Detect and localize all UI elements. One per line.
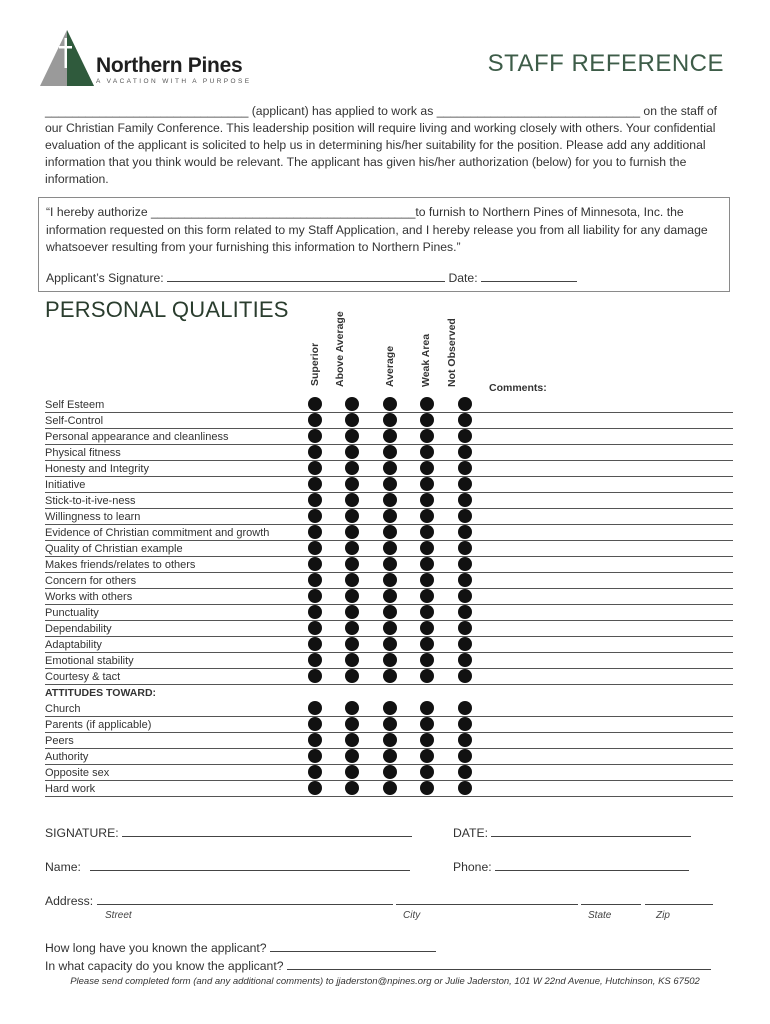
- rating-option-4[interactable]: [458, 573, 472, 587]
- rating-option-0[interactable]: [308, 573, 322, 587]
- quality-item-row: [45, 637, 733, 653]
- quality-item-row: [45, 509, 733, 525]
- applicant-signature-field[interactable]: [167, 270, 445, 282]
- quality-item-row: [45, 461, 733, 477]
- rating-option-2[interactable]: [383, 493, 397, 507]
- rating-option-4[interactable]: [458, 765, 472, 779]
- rating-option-3[interactable]: [420, 397, 434, 411]
- rating-option-0[interactable]: [308, 445, 322, 459]
- street-field[interactable]: [97, 893, 393, 905]
- rating-option-0[interactable]: [308, 525, 322, 539]
- rating-option-1[interactable]: [345, 717, 359, 731]
- rating-option-3[interactable]: [420, 589, 434, 603]
- state-field[interactable]: [581, 893, 641, 905]
- submission-note: Please send completed form (and any additional comments) to jjaderston@npines.org or Julie Jaderston, 101 W 22nd Avenue, Hutchinson, KS 67502: [70, 976, 700, 987]
- northern-pines-logo: [38, 28, 258, 90]
- rating-option-2[interactable]: [383, 589, 397, 603]
- city-field[interactable]: [396, 893, 578, 905]
- rating-option-4[interactable]: [458, 621, 472, 635]
- rating-option-0[interactable]: [308, 429, 322, 443]
- known-duration-line: How long have you known the applicant?: [45, 940, 436, 955]
- rating-option-3[interactable]: [420, 541, 434, 555]
- rating-option-3[interactable]: [420, 765, 434, 779]
- quality-item-label: Concern for others: [45, 575, 137, 587]
- attitude-item-row: [45, 733, 733, 749]
- attitude-item-row: [45, 765, 733, 781]
- rating-option-1[interactable]: [345, 781, 359, 795]
- reference-date-field[interactable]: [491, 825, 691, 837]
- brand-tagline: A VACATION WITH A PURPOSE: [96, 78, 252, 85]
- rating-option-3[interactable]: [420, 413, 434, 427]
- rating-option-1[interactable]: [345, 509, 359, 523]
- rating-option-4[interactable]: [458, 461, 472, 475]
- state-label: State: [588, 910, 612, 921]
- rating-option-2[interactable]: [383, 557, 397, 571]
- rating-option-4[interactable]: [458, 605, 472, 619]
- rating-option-0[interactable]: [308, 461, 322, 475]
- column-superior: Superior: [309, 342, 321, 386]
- zip-field[interactable]: [645, 893, 713, 905]
- rating-option-3[interactable]: [420, 461, 434, 475]
- rating-option-1[interactable]: [345, 637, 359, 651]
- rating-option-0[interactable]: [308, 637, 322, 651]
- rating-option-0[interactable]: [308, 621, 322, 635]
- rating-option-3[interactable]: [420, 573, 434, 587]
- name-field[interactable]: [90, 859, 410, 871]
- rating-option-4[interactable]: [458, 733, 472, 747]
- rating-option-4[interactable]: [458, 653, 472, 667]
- name-line: Name:: [45, 859, 410, 874]
- rating-option-4[interactable]: [458, 445, 472, 459]
- quality-item-row: [45, 605, 733, 621]
- reference-signature-line: SIGNATURE:: [45, 825, 412, 840]
- rating-option-2[interactable]: [383, 413, 397, 427]
- rating-option-2[interactable]: [383, 637, 397, 651]
- rating-option-0[interactable]: [308, 589, 322, 603]
- rating-option-3[interactable]: [420, 669, 434, 683]
- authorize-name-blank[interactable]: _______________________________________: [151, 205, 416, 219]
- rating-option-1[interactable]: [345, 749, 359, 763]
- rating-option-0[interactable]: [308, 749, 322, 763]
- rating-option-0[interactable]: [308, 765, 322, 779]
- attitude-item-label: Authority: [45, 751, 89, 763]
- rating-option-4[interactable]: [458, 429, 472, 443]
- quality-item-row: [45, 477, 733, 493]
- rating-option-2[interactable]: [383, 605, 397, 619]
- capacity-line: In what capacity do you know the applicant?: [45, 958, 711, 973]
- rating-option-0[interactable]: [308, 493, 322, 507]
- quality-item-row: [45, 557, 733, 573]
- rating-option-1[interactable]: [345, 429, 359, 443]
- rating-option-1[interactable]: [345, 765, 359, 779]
- applicant-name-blank[interactable]: ______________________________: [45, 104, 249, 118]
- quality-item-label: Adaptability: [45, 639, 102, 651]
- attitude-item-label: Opposite sex: [45, 767, 110, 779]
- phone-field[interactable]: [495, 859, 689, 871]
- rating-option-0[interactable]: [308, 397, 322, 411]
- rating-option-2[interactable]: [383, 541, 397, 555]
- quality-item-label: Dependability: [45, 623, 112, 635]
- rating-option-3[interactable]: [420, 509, 434, 523]
- rating-option-0[interactable]: [308, 605, 322, 619]
- rating-option-4[interactable]: [458, 397, 472, 411]
- attitude-item-label: Hard work: [45, 783, 96, 795]
- rating-option-2[interactable]: [383, 477, 397, 491]
- quality-item-row: [45, 397, 733, 413]
- city-label: City: [403, 910, 421, 921]
- rating-option-1[interactable]: [345, 589, 359, 603]
- rating-option-4[interactable]: [458, 717, 472, 731]
- rating-option-4[interactable]: [458, 541, 472, 555]
- rating-option-3[interactable]: [420, 445, 434, 459]
- rating-option-2[interactable]: [383, 573, 397, 587]
- rating-option-1[interactable]: [345, 653, 359, 667]
- quality-item-label: Evidence of Christian commitment and growth: [45, 527, 270, 539]
- quality-item-row: [45, 653, 733, 669]
- quality-item-row: [45, 445, 733, 461]
- quality-item-row: [45, 413, 733, 429]
- brand-name: Northern Pines: [96, 54, 243, 77]
- applicant-date-field[interactable]: [481, 270, 577, 282]
- zip-label: Zip: [656, 910, 670, 921]
- rating-option-2[interactable]: [383, 781, 397, 795]
- rating-option-2[interactable]: [383, 461, 397, 475]
- attitude-item-label: Peers: [45, 735, 74, 747]
- rating-option-3[interactable]: [420, 429, 434, 443]
- attitude-item-row: [45, 749, 733, 765]
- rating-option-4[interactable]: [458, 557, 472, 571]
- rating-option-4[interactable]: [458, 477, 472, 491]
- rating-option-2[interactable]: [383, 765, 397, 779]
- rating-option-4[interactable]: [458, 509, 472, 523]
- rating-option-0[interactable]: [308, 653, 322, 667]
- applicant-signature-line: Applicant’s Signature: Date:: [46, 270, 722, 288]
- quality-item-row: [45, 589, 733, 605]
- rating-option-1[interactable]: [345, 477, 359, 491]
- column-weak-area: Weak Area: [420, 333, 432, 387]
- quality-item-label: Willingness to learn: [45, 511, 141, 523]
- quality-item-label: Courtesy & tact: [45, 671, 121, 683]
- rating-option-3[interactable]: [420, 733, 434, 747]
- column-not-observed: Not Observed: [446, 318, 458, 387]
- rating-option-3[interactable]: [420, 749, 434, 763]
- quality-item-label: Quality of Christian example: [45, 543, 183, 555]
- quality-item-label: Honesty and Integrity: [45, 463, 149, 475]
- personal-qualities-title: PERSONAL QUALITIES: [45, 297, 289, 322]
- quality-item-label: Punctuality: [45, 607, 99, 619]
- rating-option-2[interactable]: [383, 749, 397, 763]
- quality-item-label: Self Esteem: [45, 399, 105, 411]
- rating-option-3[interactable]: [420, 653, 434, 667]
- rating-option-3[interactable]: [420, 557, 434, 571]
- rating-option-0[interactable]: [308, 477, 322, 491]
- quality-item-row: [45, 573, 733, 589]
- quality-item-row: [45, 541, 733, 557]
- position-blank[interactable]: ______________________________: [436, 104, 641, 118]
- quality-item-label: Makes friends/relates to others: [45, 559, 196, 571]
- rating-option-2[interactable]: [383, 653, 397, 667]
- reference-date-line: DATE:: [453, 825, 691, 840]
- rating-option-4[interactable]: [458, 637, 472, 651]
- authorization-text: “I hereby authorize _______________________________________to furnish to Northern Pines of Minnesota, Inc. the information requested on this form related to my Staff Application, and I hereby release you from all liability for any damage whatsoever resulting from your furnishing this information to Northern Pines.”: [46, 205, 708, 254]
- quality-item-row: [45, 669, 733, 685]
- rating-option-1[interactable]: [345, 669, 359, 683]
- attitudes-subheading: ATTITUDES TOWARD:: [45, 687, 157, 699]
- rating-option-0[interactable]: [308, 557, 322, 571]
- rating-option-3[interactable]: [420, 781, 434, 795]
- attitude-item-row: [45, 701, 733, 717]
- rating-option-3[interactable]: [420, 621, 434, 635]
- attitude-item-row: [45, 717, 733, 733]
- rating-option-2[interactable]: [383, 397, 397, 411]
- rating-option-3[interactable]: [420, 493, 434, 507]
- phone-line: Phone:: [453, 859, 689, 874]
- comments-header: Comments:: [489, 382, 547, 394]
- rating-option-1[interactable]: [345, 733, 359, 747]
- rating-option-1[interactable]: [345, 621, 359, 635]
- rating-option-1[interactable]: [345, 573, 359, 587]
- rating-option-2[interactable]: [383, 509, 397, 523]
- attitude-item-label: Parents (if applicable): [45, 719, 152, 731]
- rating-option-2[interactable]: [383, 701, 397, 715]
- rating-option-1[interactable]: [345, 605, 359, 619]
- attitude-item-label: Church: [45, 703, 81, 715]
- rating-option-1[interactable]: [345, 397, 359, 411]
- quality-item-label: Self-Control: [45, 415, 104, 427]
- street-label: Street: [105, 910, 132, 921]
- rating-option-1[interactable]: [345, 701, 359, 715]
- rating-option-3[interactable]: [420, 717, 434, 731]
- quality-item-label: Initiative: [45, 479, 86, 491]
- rating-option-4[interactable]: [458, 781, 472, 795]
- rating-option-4[interactable]: [458, 525, 472, 539]
- attitude-item-row: [45, 781, 733, 797]
- rating-option-2[interactable]: [383, 621, 397, 635]
- rating-option-1[interactable]: [345, 525, 359, 539]
- rating-option-3[interactable]: [420, 605, 434, 619]
- rating-option-0[interactable]: [308, 733, 322, 747]
- rating-option-4[interactable]: [458, 493, 472, 507]
- quality-item-label: Personal appearance and cleanliness: [45, 431, 229, 443]
- rating-option-1[interactable]: [345, 445, 359, 459]
- rating-option-2[interactable]: [383, 525, 397, 539]
- authorization-box: [38, 197, 730, 292]
- column-average: Average: [384, 345, 396, 387]
- rating-option-2[interactable]: [383, 733, 397, 747]
- rating-option-1[interactable]: [345, 461, 359, 475]
- reference-signature-field[interactable]: [122, 825, 412, 837]
- rating-option-4[interactable]: [458, 589, 472, 603]
- rating-option-3[interactable]: [420, 637, 434, 651]
- rating-option-0[interactable]: [308, 541, 322, 555]
- rating-option-0[interactable]: [308, 781, 322, 795]
- rating-option-1[interactable]: [345, 413, 359, 427]
- rating-option-4[interactable]: [458, 413, 472, 427]
- column-above-average: Above Average: [334, 311, 346, 387]
- quality-item-row: [45, 525, 733, 541]
- quality-item-label: Physical fitness: [45, 447, 121, 459]
- quality-item-row: [45, 621, 733, 637]
- rating-option-3[interactable]: [420, 477, 434, 491]
- rating-option-3[interactable]: [420, 525, 434, 539]
- rating-option-0[interactable]: [308, 701, 322, 715]
- rating-option-2[interactable]: [383, 717, 397, 731]
- pine-tree-icon: [38, 28, 96, 90]
- quality-item-label: Emotional stability: [45, 655, 134, 667]
- rating-option-0[interactable]: [308, 509, 322, 523]
- rating-option-0[interactable]: [308, 717, 322, 731]
- rating-option-4[interactable]: [458, 701, 472, 715]
- rating-option-2[interactable]: [383, 669, 397, 683]
- address-line: Address:: [45, 893, 713, 908]
- quality-item-label: Stick-to-it-ive-ness: [45, 495, 136, 507]
- rating-option-4[interactable]: [458, 749, 472, 763]
- intro-paragraph: ______________________________ (applicant) has applied to work as ______________________________ on the staff of our Christian Family Conference. This leadership position will require living and working closely with others. Your confidential evaluation of the applicant is solicited to help us in determining his/her suitability for the position. Please add any additional information that you think would be relevant. The applicant has given his/her authorization (below) for you to furnish the information.: [45, 104, 718, 186]
- rating-option-0[interactable]: [308, 669, 322, 683]
- rating-option-1[interactable]: [345, 541, 359, 555]
- rating-option-2[interactable]: [383, 445, 397, 459]
- document-title: STAFF REFERENCE: [487, 50, 724, 77]
- quality-item-label: Works with others: [45, 591, 133, 603]
- capacity-field[interactable]: [287, 958, 711, 970]
- rating-option-3[interactable]: [420, 701, 434, 715]
- rating-option-2[interactable]: [383, 429, 397, 443]
- rating-option-4[interactable]: [458, 669, 472, 683]
- quality-item-row: [45, 429, 733, 445]
- quality-item-row: [45, 493, 733, 509]
- rating-option-0[interactable]: [308, 413, 322, 427]
- rating-option-1[interactable]: [345, 493, 359, 507]
- rating-option-1[interactable]: [345, 557, 359, 571]
- known-duration-field[interactable]: [270, 940, 436, 952]
